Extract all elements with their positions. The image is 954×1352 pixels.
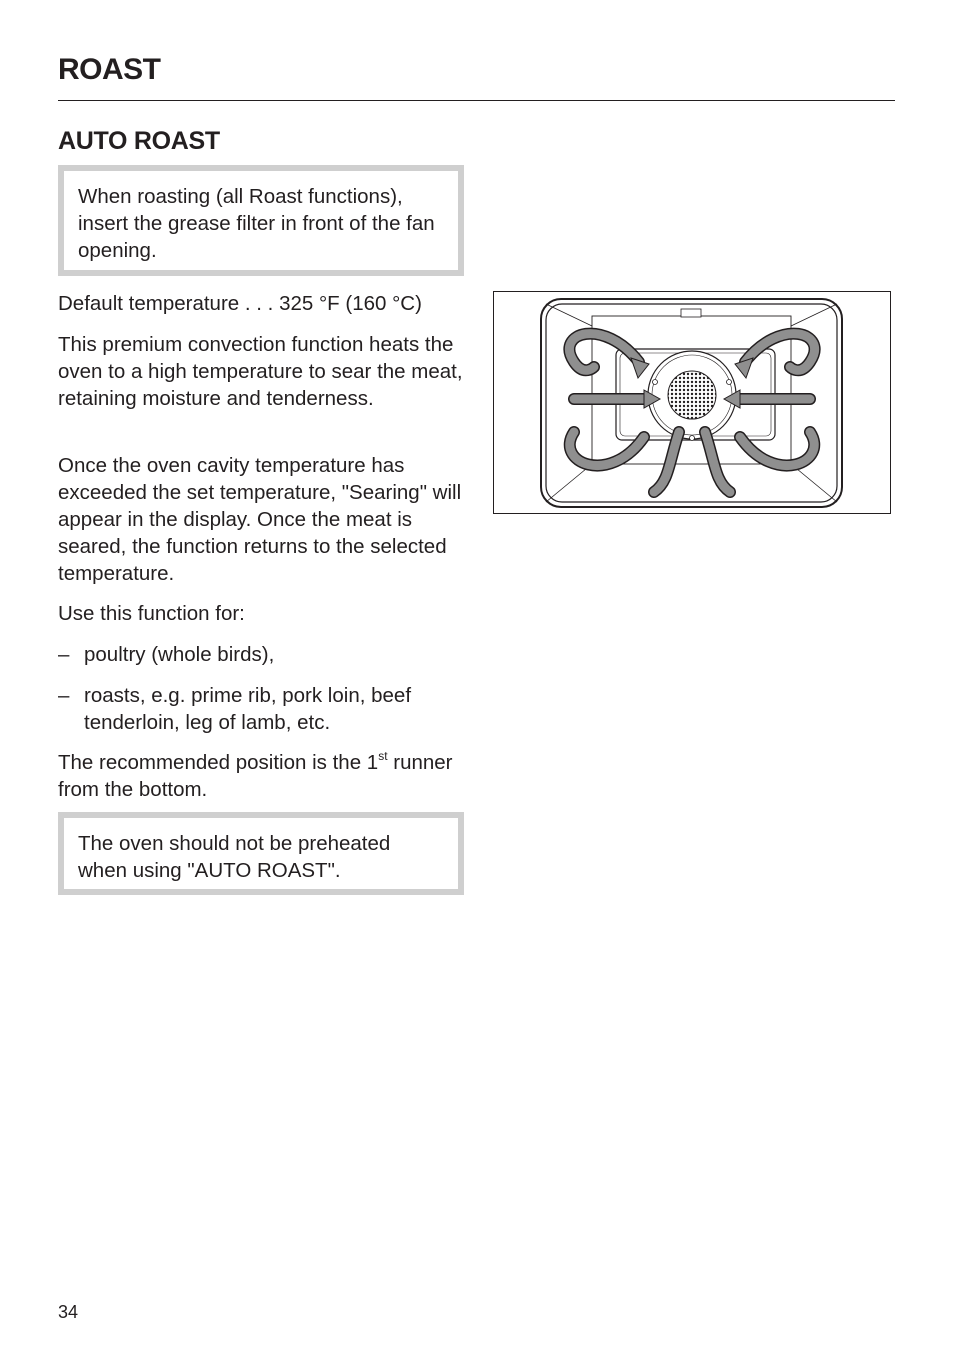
list-dash: –: [58, 684, 70, 707]
list-item-text: roasts, e.g. prime rib, pork loin, beef tenderloin, leg of lamb, etc.: [84, 684, 412, 734]
list-item: [58, 641, 470, 668]
recommended-position-prefix: The recommended position is the 1: [58, 751, 379, 774]
oven-airflow-diagram-icon: [494, 292, 890, 513]
list-item-text: poultry (whole birds),: [84, 643, 275, 666]
oven-airflow-figure: [493, 291, 891, 514]
preheat-note-text: The oven should not be preheated when using "AUTO ROAST".: [78, 832, 391, 882]
section-title: AUTO ROAST: [58, 127, 220, 155]
list-dash: –: [58, 643, 70, 666]
page-title: ROAST: [58, 53, 161, 86]
default-temperature: [58, 290, 470, 317]
list-item: [58, 682, 470, 736]
recommended-position-suffix: runner from the bottom.: [58, 751, 453, 801]
preheat-note: [58, 812, 464, 895]
header-divider: [58, 100, 895, 101]
recommended-position: [58, 749, 470, 803]
page-number: 34: [58, 1302, 79, 1322]
grease-filter-note: [58, 165, 464, 276]
function-description: This premium convection function heats the oven to a high temperature to sear the meat, retaining moisture and tenderness.: [58, 333, 463, 410]
recommended-position-superscript: st: [378, 749, 388, 763]
searing-description: Once the oven cavity temperature has exceeded the set temperature, "Searing" will appear in the display. Once the meat is seared, the function returns to the selected temperature.: [58, 454, 462, 585]
use-for-heading: Use this function for:: [58, 602, 245, 625]
default-temperature-leader: . . .: [239, 292, 280, 315]
grease-filter-note-text: When roasting (all Roast functions), insert the grease filter in front of the fan opening.: [78, 185, 435, 262]
default-temperature-label: Default temperature: [58, 292, 240, 315]
default-temperature-value: 325 °F (160 °C): [279, 292, 422, 315]
